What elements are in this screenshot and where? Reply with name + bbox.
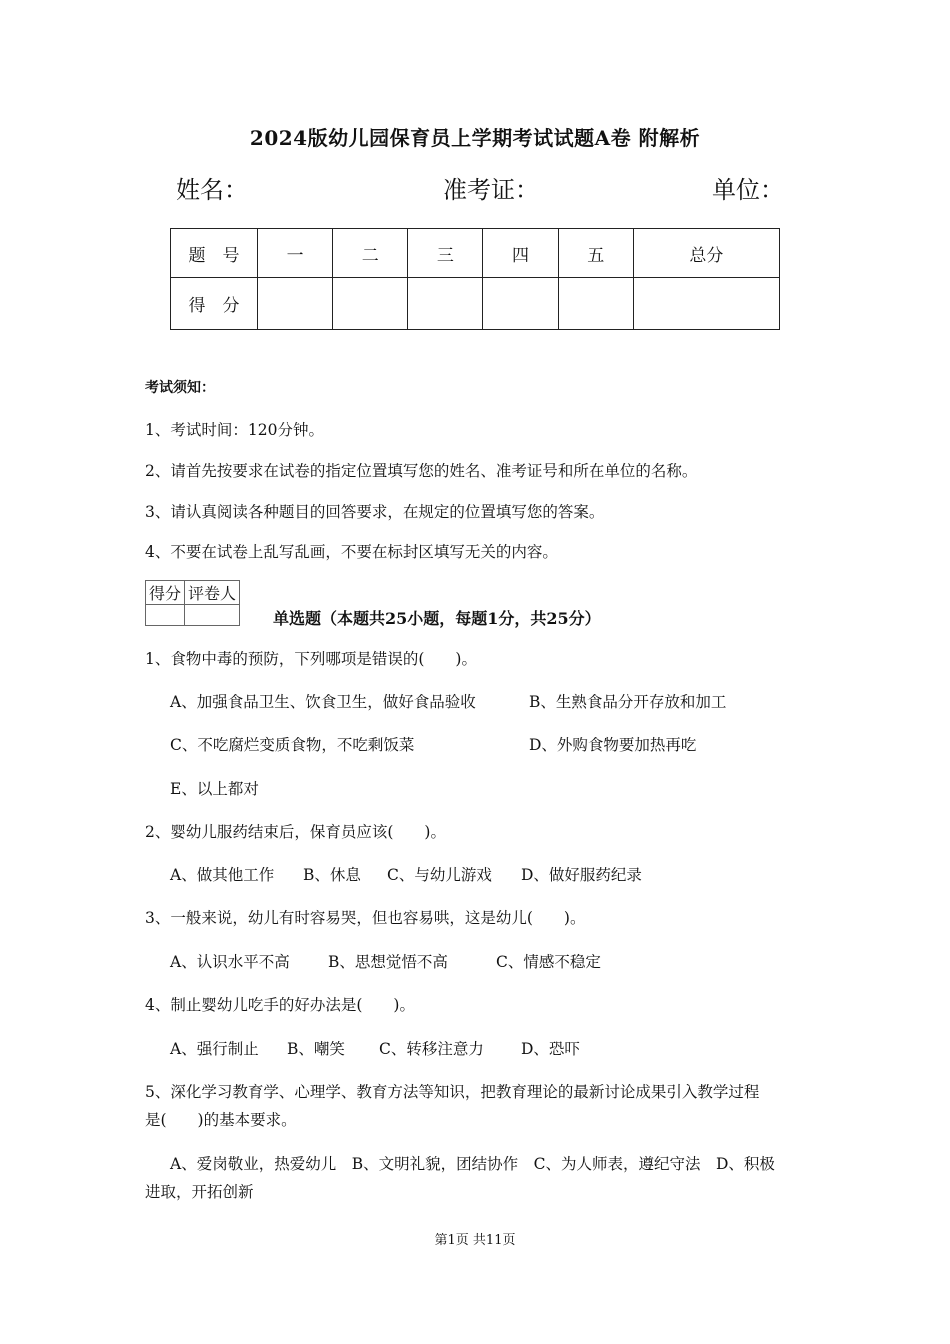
option: B、嘲笑	[287, 1040, 345, 1058]
score-table-score-row	[171, 278, 780, 330]
option: C、情感不稳定	[496, 953, 601, 971]
option: C、与幼儿游戏	[387, 866, 492, 884]
option: A、强行制止	[170, 1040, 259, 1058]
grader-reviewer-cell[interactable]	[185, 605, 240, 626]
option: B、生熟食品分开存放和加工	[529, 693, 727, 711]
question-stem-continued: 是( )的基本要求。	[145, 1111, 297, 1129]
exam-id-field-label: 准考证：	[443, 176, 539, 204]
score-row-label: 得 分	[171, 278, 258, 330]
document-title: 2024版幼儿园保育员上学期考试试题A卷 附解析	[249, 126, 701, 150]
score-table	[170, 228, 780, 330]
score-table-header-cell: 三	[408, 229, 483, 278]
notice-item: 2、请首先按要求在试卷的指定位置填写您的姓名、准考证号和所在单位的名称。	[145, 462, 698, 480]
grader-box	[145, 580, 240, 626]
option: D、外购食物要加热再吃	[529, 736, 697, 754]
notice-item: 1、考试时间：120分钟。	[145, 421, 324, 439]
notice-heading: 考试须知：	[145, 380, 215, 396]
score-table-header-cell: 总分	[633, 229, 779, 278]
option: C、不吃腐烂变质食物，不吃剩饭菜	[170, 736, 415, 754]
score-cell[interactable]	[333, 278, 408, 330]
option: B、思想觉悟不高	[328, 953, 448, 971]
option: A、加强食品卫生、饮食卫生，做好食品验收	[170, 693, 476, 711]
question-stem: 5、深化学习教育学、心理学、教育方法等知识，把教育理论的最新讨论成果引入教学过程	[145, 1083, 760, 1101]
question-stem: 3、一般来说，幼儿有时容易哭，但也容易哄，这是幼儿( )。	[145, 909, 586, 927]
question-stem: 2、婴幼儿服药结束后，保育员应该( )。	[145, 823, 446, 841]
option: A、认识水平不高	[170, 953, 290, 971]
option: B、休息	[303, 866, 361, 884]
name-field-label: 姓名：	[176, 176, 248, 204]
score-cell[interactable]	[558, 278, 633, 330]
grader-score-cell[interactable]	[146, 605, 185, 626]
option: E、以上都对	[170, 780, 259, 798]
notice-item: 3、请认真阅读各种题目的回答要求，在规定的位置填写您的答案。	[145, 503, 605, 521]
option-line: A、爱岗敬业，热爱幼儿 B、文明礼貌，团结协作 C、为人师表，遵纪守法 D、积极	[170, 1155, 775, 1173]
option: D、做好服药纪录	[521, 866, 642, 884]
grader-reviewer-label: 评卷人	[185, 581, 240, 605]
score-table-header-row	[171, 229, 780, 278]
option-line-continued: 进取，开拓创新	[145, 1183, 254, 1201]
score-table-header-cell: 四	[483, 229, 558, 278]
score-table-header-cell: 五	[558, 229, 633, 278]
option: C、转移注意力	[379, 1040, 484, 1058]
notice-item: 4、不要在试卷上乱写乱画，不要在标封区填写无关的内容。	[145, 543, 558, 561]
unit-field-label: 单位：	[712, 176, 784, 204]
score-table-header-cell: 题 号	[171, 229, 258, 278]
score-table-header-cell: 一	[258, 229, 333, 278]
score-cell[interactable]	[483, 278, 558, 330]
question-stem: 4、制止婴幼儿吃手的好办法是( )。	[145, 996, 415, 1014]
score-cell[interactable]	[408, 278, 483, 330]
page-footer: 第1页 共11页	[434, 1233, 516, 1248]
grader-score-label: 得分	[146, 581, 185, 605]
score-table-header-cell: 二	[333, 229, 408, 278]
question-stem: 1、食物中毒的预防，下列哪项是错误的( )。	[145, 650, 477, 668]
option: D、恐吓	[521, 1040, 580, 1058]
score-cell[interactable]	[633, 278, 779, 330]
score-cell[interactable]	[258, 278, 333, 330]
option: A、做其他工作	[170, 866, 275, 884]
section-title: 单选题（本题共25小题，每题1分，共25分）	[273, 609, 601, 628]
